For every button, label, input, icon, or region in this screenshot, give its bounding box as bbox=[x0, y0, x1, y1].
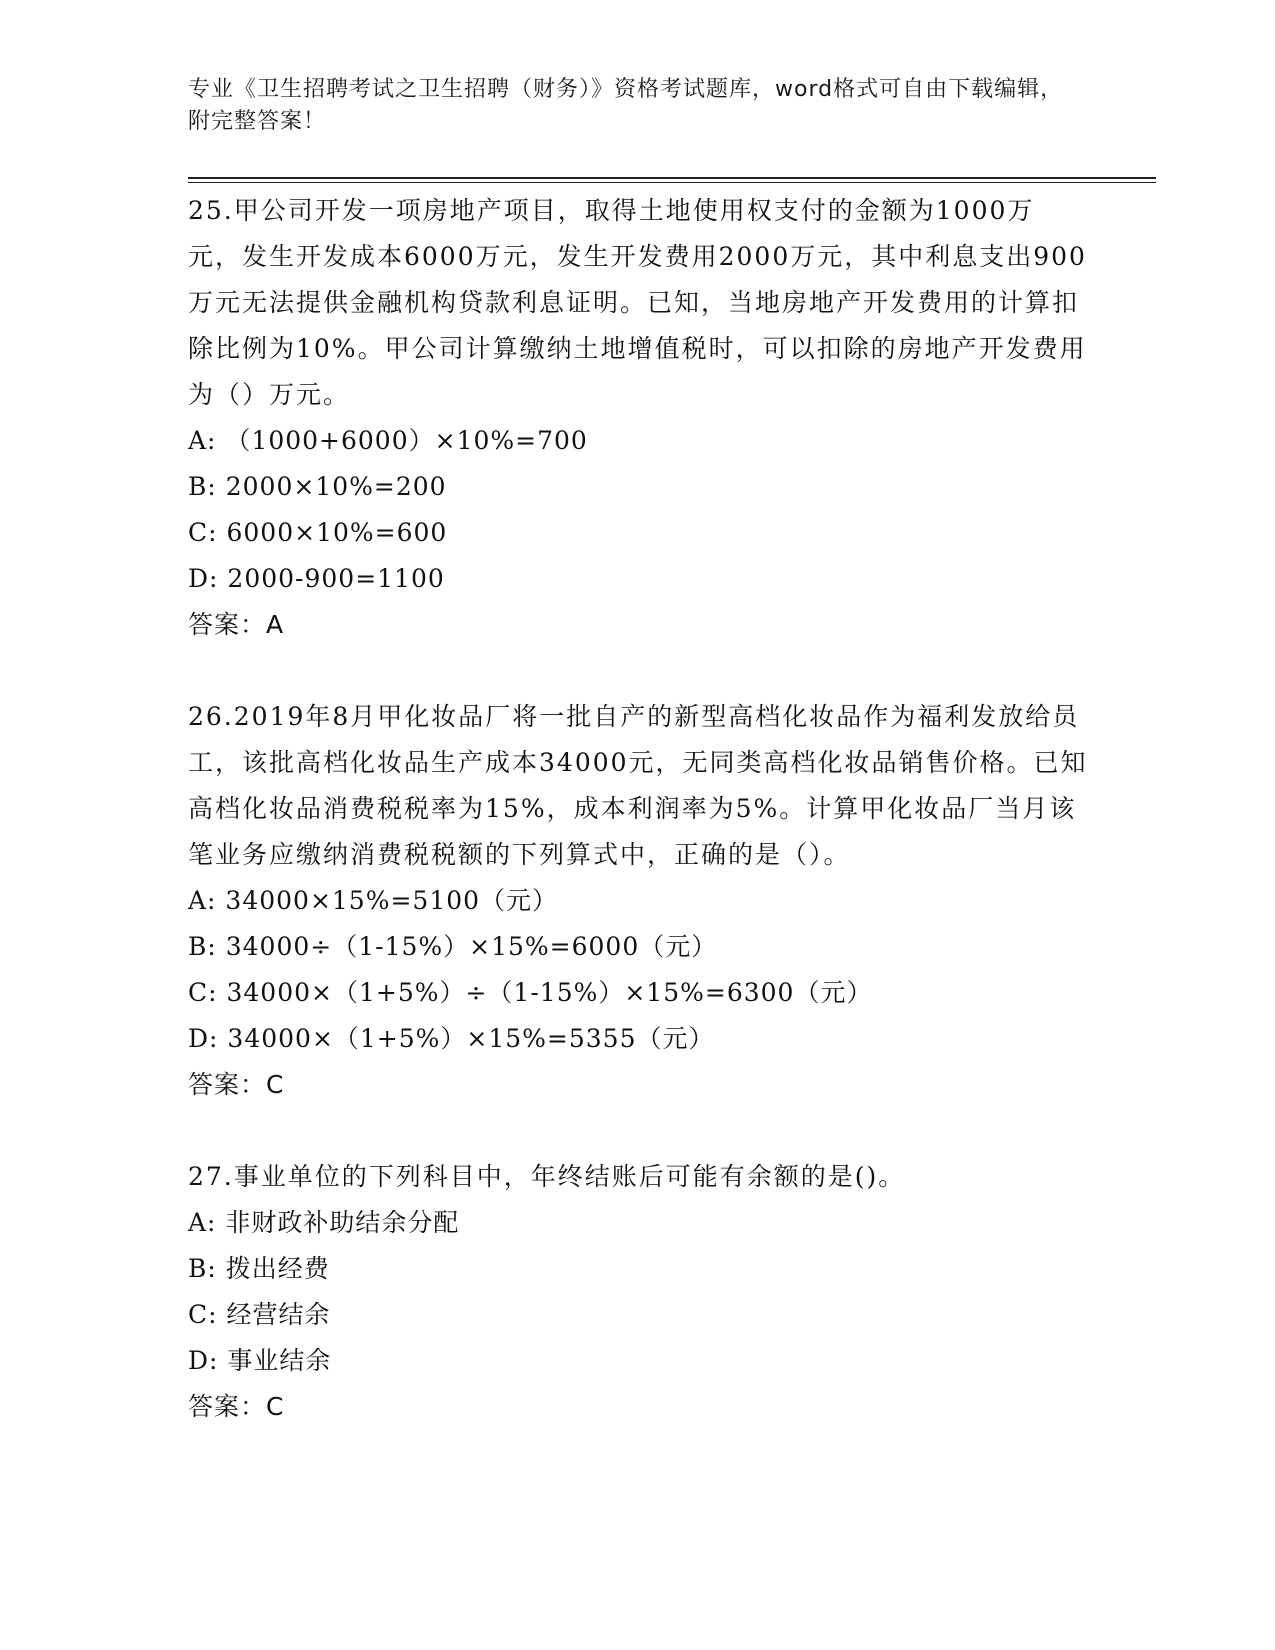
header-text: 专业《卫生招聘考试之卫生招聘（财务）》资格考试题库，word格式可自由下载编辑，附完整答案！ bbox=[188, 77, 1064, 134]
option-d: D: 34000×（1+5%）×15%=5355（元） bbox=[188, 1024, 715, 1053]
page-header bbox=[188, 74, 1068, 138]
option-d: D: 事业结余 bbox=[188, 1346, 332, 1375]
option-b: B: 拨出经费 bbox=[188, 1254, 330, 1283]
question-27 bbox=[188, 1154, 1088, 1430]
option-a: A: 非财政补助结余分配 bbox=[188, 1208, 460, 1237]
option-c: C: 6000×10%=600 bbox=[188, 518, 448, 547]
answer: 答案：C bbox=[188, 1070, 285, 1099]
question-stem: 26.2019年8月甲化妆品厂将一批自产的新型高档化妆品作为福利发放给员工，该批高档化妆品生产成本34000元，无同类高档化妆品销售价格。已知高档化妆品消费税税率为15%，成本利润率为5%。计算甲化妆品厂当月该笔业务应缴纳消费税税额的下列算式中，正确的是（）。 bbox=[188, 702, 1088, 869]
question-stem: 27.事业单位的下列科目中，年终结账后可能有余额的是()。 bbox=[188, 1162, 906, 1191]
header-divider-thick bbox=[188, 177, 1156, 179]
question-25 bbox=[188, 188, 1088, 648]
question-stem: 25.甲公司开发一项房地产项目，取得土地使用权支付的金额为1000万元，发生开发成本6000万元，发生开发费用2000万元，其中利息支出900万元无法提供金融机构贷款利息证明。已知，当地房地产开发费用的计算扣除比例为10%。甲公司计算缴纳土地增值税时，可以扣除的房地产开发费用为（）万元。 bbox=[188, 196, 1087, 409]
answer: 答案：A bbox=[188, 610, 285, 639]
question-list bbox=[188, 188, 1088, 1476]
option-b: B: 2000×10%=200 bbox=[188, 472, 447, 501]
question-26 bbox=[188, 694, 1088, 1108]
header-divider-thin bbox=[188, 182, 1156, 183]
option-b: B: 34000÷（1-15%）×15%=6000（元） bbox=[188, 932, 718, 961]
answer: 答案：C bbox=[188, 1392, 285, 1421]
option-a: A: （1000+6000）×10%=700 bbox=[188, 426, 588, 455]
option-d: D: 2000-900=1100 bbox=[188, 564, 445, 593]
option-c: C: 34000×（1+5%）÷（1-15%）×15%=6300（元） bbox=[188, 978, 873, 1007]
option-c: C: 经营结余 bbox=[188, 1300, 331, 1329]
option-a: A: 34000×15%=5100（元） bbox=[188, 886, 559, 915]
